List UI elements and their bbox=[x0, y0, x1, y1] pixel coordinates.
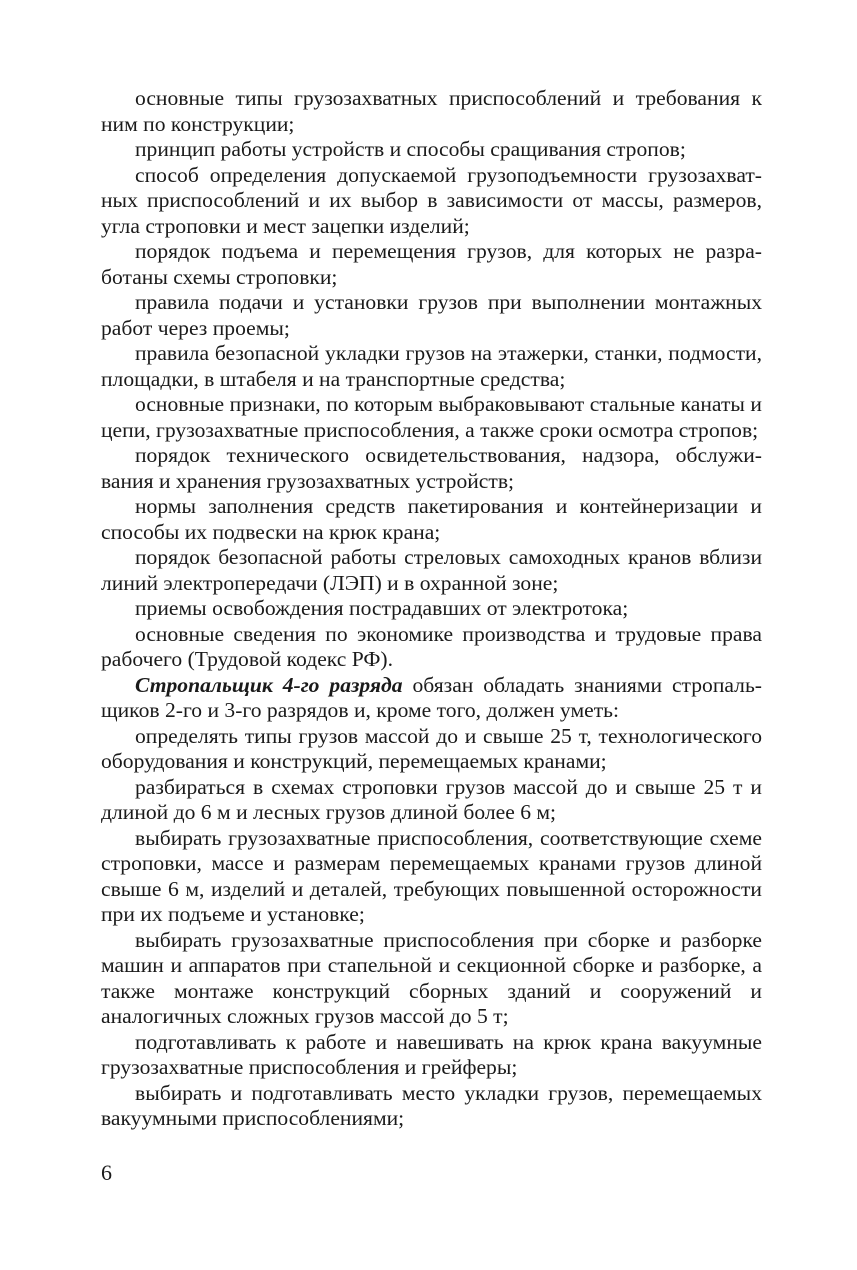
paragraph: порядок технического освидетельствования, надзора, обслуживания и хранения грузозахватных устройств; bbox=[101, 443, 762, 493]
paragraph-with-term bbox=[101, 673, 762, 724]
paragraph: приемы освобождения пострадавших от электротока; bbox=[135, 596, 629, 620]
paragraph: подготавливать к работе и навешивать на крюк крана вакуумные грузозахватные приспособления и грейферы; bbox=[101, 1029, 762, 1079]
term-heading: Стропальщик 4-го разряда bbox=[135, 672, 403, 697]
paragraph: порядок подъема и перемещения грузов, для которых не разработаны схемы строповки; bbox=[101, 239, 762, 289]
paragraph: разбираться в схемах строповки грузов массой до и свыше 25 т и длиной до 6 м и лесных грузов длиной более 6 м; bbox=[101, 774, 762, 824]
paragraph: основные сведения по экономике производства и трудовые права рабочего (Трудовой кодекс РФ). bbox=[101, 621, 762, 671]
paragraph: выбирать грузозахватные приспособления при сборке и разборке машин и аппаратов при стапельной и секционной сборке и разборке, а также монтаже конструкций сборных зданий и сооружений и аналогичных сложных грузов массой до 5 т; bbox=[101, 927, 762, 1028]
paragraph: принцип работы устройств и способы сращивания стропов; bbox=[135, 137, 686, 161]
page-number: 6 bbox=[101, 1160, 112, 1185]
paragraph: порядок безопасной работы стреловых самоходных кранов вблизи линий электропередачи (ЛЭП) и в охранной зоне; bbox=[101, 545, 762, 595]
paragraph: выбирать и подготавливать место укладки грузов, перемещаемых вакуумными приспособлениями; bbox=[101, 1080, 762, 1130]
paragraph: способ определения допускаемой грузоподъемности грузозахватных приспособлений и их выбор в зависимости от массы, размеров, угла строповки и мест зацепки изделий; bbox=[101, 162, 762, 238]
paragraph: основные типы грузозахватных приспособлений и требования к ним по конструкции; bbox=[101, 86, 762, 136]
paragraph: нормы заполнения средств пакетирования и контейнеризации и способы их подвески на крюк крана; bbox=[101, 494, 762, 544]
paragraph: правила безопасной укладки грузов на этажерки, станки, подмости, площадки, в штабеля и на транспортные средства; bbox=[101, 341, 762, 391]
paragraph: правила подачи и установки грузов при выполнении монтажных работ через проемы; bbox=[101, 290, 762, 340]
paragraph: основные признаки, по которым выбраковывают стальные канаты и цепи, грузозахватные приспособления, а также сроки осмотра стропов; bbox=[101, 392, 762, 442]
paragraph: выбирать грузозахватные приспособления, соответствующие схеме строповки, массе и размерам перемещаемых кранами грузов длиной свыше 6 м, изделий и деталей, требующих повышенной осторожности при их подъеме и установке; bbox=[101, 825, 762, 926]
body-text bbox=[101, 86, 762, 1132]
paragraph-text: обязан обладать знаниями стропальщиков 2-го и 3-го разрядов и, кроме того, должен уметь: bbox=[101, 672, 762, 722]
paragraph: определять типы грузов массой до и свыше 25 т, технологического оборудования и конструкций, перемещаемых кранами; bbox=[101, 723, 762, 773]
